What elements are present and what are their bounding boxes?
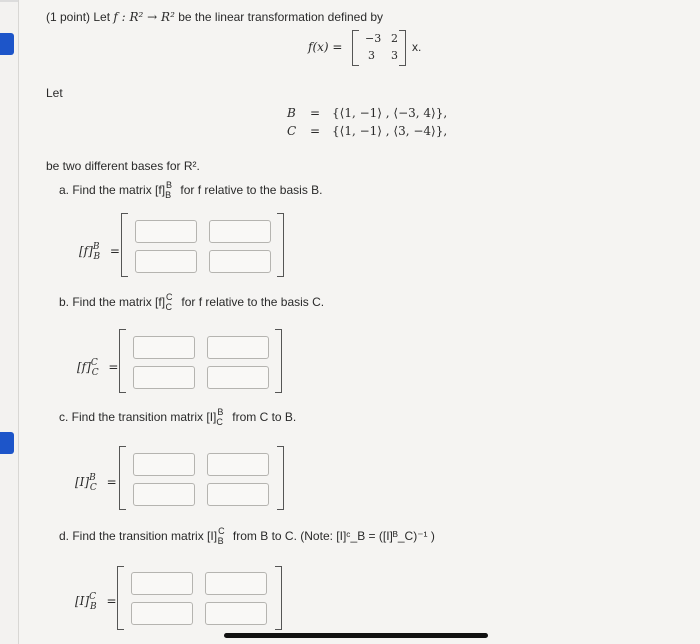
part-a-sub: B	[165, 190, 172, 200]
basis-C-equals: =	[310, 124, 321, 138]
part-b-bracket-left	[119, 329, 126, 393]
part-c-bracket-left	[119, 446, 126, 510]
def-m12: 2	[391, 32, 398, 45]
problem-page	[18, 0, 700, 644]
basis-B-equals: =	[310, 106, 321, 120]
def-m22: 3	[391, 49, 398, 62]
part-c-input-22[interactable]	[207, 483, 269, 506]
part-d-answer-label	[75, 592, 117, 612]
definition-rhs: x.	[412, 40, 422, 54]
def-m21: 3	[368, 49, 375, 62]
def-bracket-left	[352, 30, 359, 66]
part-b-text: for f relative to the basis C.	[181, 295, 325, 309]
part-d-input-11[interactable]	[131, 572, 193, 595]
part-c-bracket-right	[277, 446, 284, 510]
part-a-ans-name: [f]	[79, 244, 93, 258]
part-c-input-11[interactable]	[133, 453, 195, 476]
part-c-ans-sup: B	[89, 473, 96, 483]
part-c-text: from C to B.	[232, 410, 297, 424]
part-a-input-22[interactable]	[209, 250, 271, 273]
part-a-bracket-left	[121, 213, 128, 277]
part-b-input-21[interactable]	[133, 366, 195, 389]
part-b-equals: =	[108, 360, 119, 374]
part-d-label: d. Find the transition matrix [I]	[59, 529, 218, 543]
intro-line	[46, 10, 383, 24]
intro-tail: be the linear transformation defined by	[178, 10, 384, 24]
part-c-answer-label	[75, 473, 117, 493]
part-d-text: from B to C. (Note: [I]ᶜ_B = ([I]ᴮ_C)⁻¹ )	[232, 529, 435, 543]
part-b-input-12[interactable]	[207, 336, 269, 359]
basis-B-value: {⟨1, −1⟩ , ⟨−3, 4⟩},	[332, 106, 448, 120]
part-b-sub: C	[165, 302, 173, 312]
intro-map: f : R² → R²	[113, 10, 175, 24]
part-d-input-22[interactable]	[205, 602, 267, 625]
intro-text: (1 point) Let	[46, 10, 111, 24]
part-b-bracket-right	[275, 329, 282, 393]
part-c-label: c. Find the transition matrix [I]	[59, 410, 217, 424]
part-d-ans-sup: C	[89, 592, 96, 602]
def-bracket-right	[399, 30, 406, 66]
part-c-input-21[interactable]	[133, 483, 195, 506]
part-d-ans-sub: B	[90, 602, 97, 612]
part-c-sup: B	[217, 407, 224, 417]
def-m11: −3	[365, 32, 382, 45]
part-d-input-12[interactable]	[205, 572, 267, 595]
side-marker-bottom	[0, 432, 14, 454]
bases-text: be two different bases for R².	[46, 159, 200, 173]
part-a-sup: B	[166, 180, 173, 190]
basis-C-name: C	[287, 124, 297, 138]
part-b-ans-sub: C	[91, 368, 99, 378]
part-c-ans-name: [I]	[75, 475, 90, 489]
part-c-equals: =	[106, 475, 117, 489]
part-d-prompt	[59, 526, 435, 546]
basis-C-value: {⟨1, −1⟩ , ⟨3, −4⟩},	[332, 124, 448, 138]
part-a-label: a. Find the matrix [f]	[59, 183, 166, 197]
part-d-sub: B	[217, 536, 224, 546]
part-a-text: for f relative to the basis B.	[180, 183, 323, 197]
part-b-input-22[interactable]	[207, 366, 269, 389]
horizontal-scrollbar[interactable]	[224, 633, 488, 638]
part-d-equals: =	[106, 594, 117, 608]
part-c-ans-sub: C	[89, 483, 97, 493]
let-label: Let	[46, 86, 63, 100]
part-b-prompt	[59, 292, 325, 312]
part-d-sup: C	[218, 526, 225, 536]
definition-lhs: f(x) =	[308, 40, 343, 54]
part-b-ans-name: [f]	[77, 360, 91, 374]
part-c-prompt	[59, 407, 297, 427]
part-d-input-21[interactable]	[131, 602, 193, 625]
part-a-answer-label	[79, 242, 120, 262]
part-a-equals: =	[109, 244, 120, 258]
part-d-ans-name: [I]	[75, 594, 90, 608]
part-a-input-11[interactable]	[135, 220, 197, 243]
side-marker-top	[0, 33, 14, 55]
part-b-input-11[interactable]	[133, 336, 195, 359]
part-c-input-12[interactable]	[207, 453, 269, 476]
basis-B-name: B	[287, 106, 296, 120]
part-b-label: b. Find the matrix [f]	[59, 295, 166, 309]
part-a-input-12[interactable]	[209, 220, 271, 243]
part-d-bracket-left	[117, 566, 124, 630]
part-a-input-21[interactable]	[135, 250, 197, 273]
part-b-ans-sup: C	[90, 358, 98, 368]
part-b-answer-label	[77, 358, 119, 378]
part-a-ans-sub: B	[93, 252, 101, 262]
part-a-ans-sup: B	[92, 242, 100, 252]
part-c-sub: C	[216, 417, 223, 427]
part-d-bracket-right	[275, 566, 282, 630]
part-a-bracket-right	[277, 213, 284, 277]
part-a-prompt	[59, 180, 323, 200]
part-b-sup: C	[166, 292, 173, 302]
